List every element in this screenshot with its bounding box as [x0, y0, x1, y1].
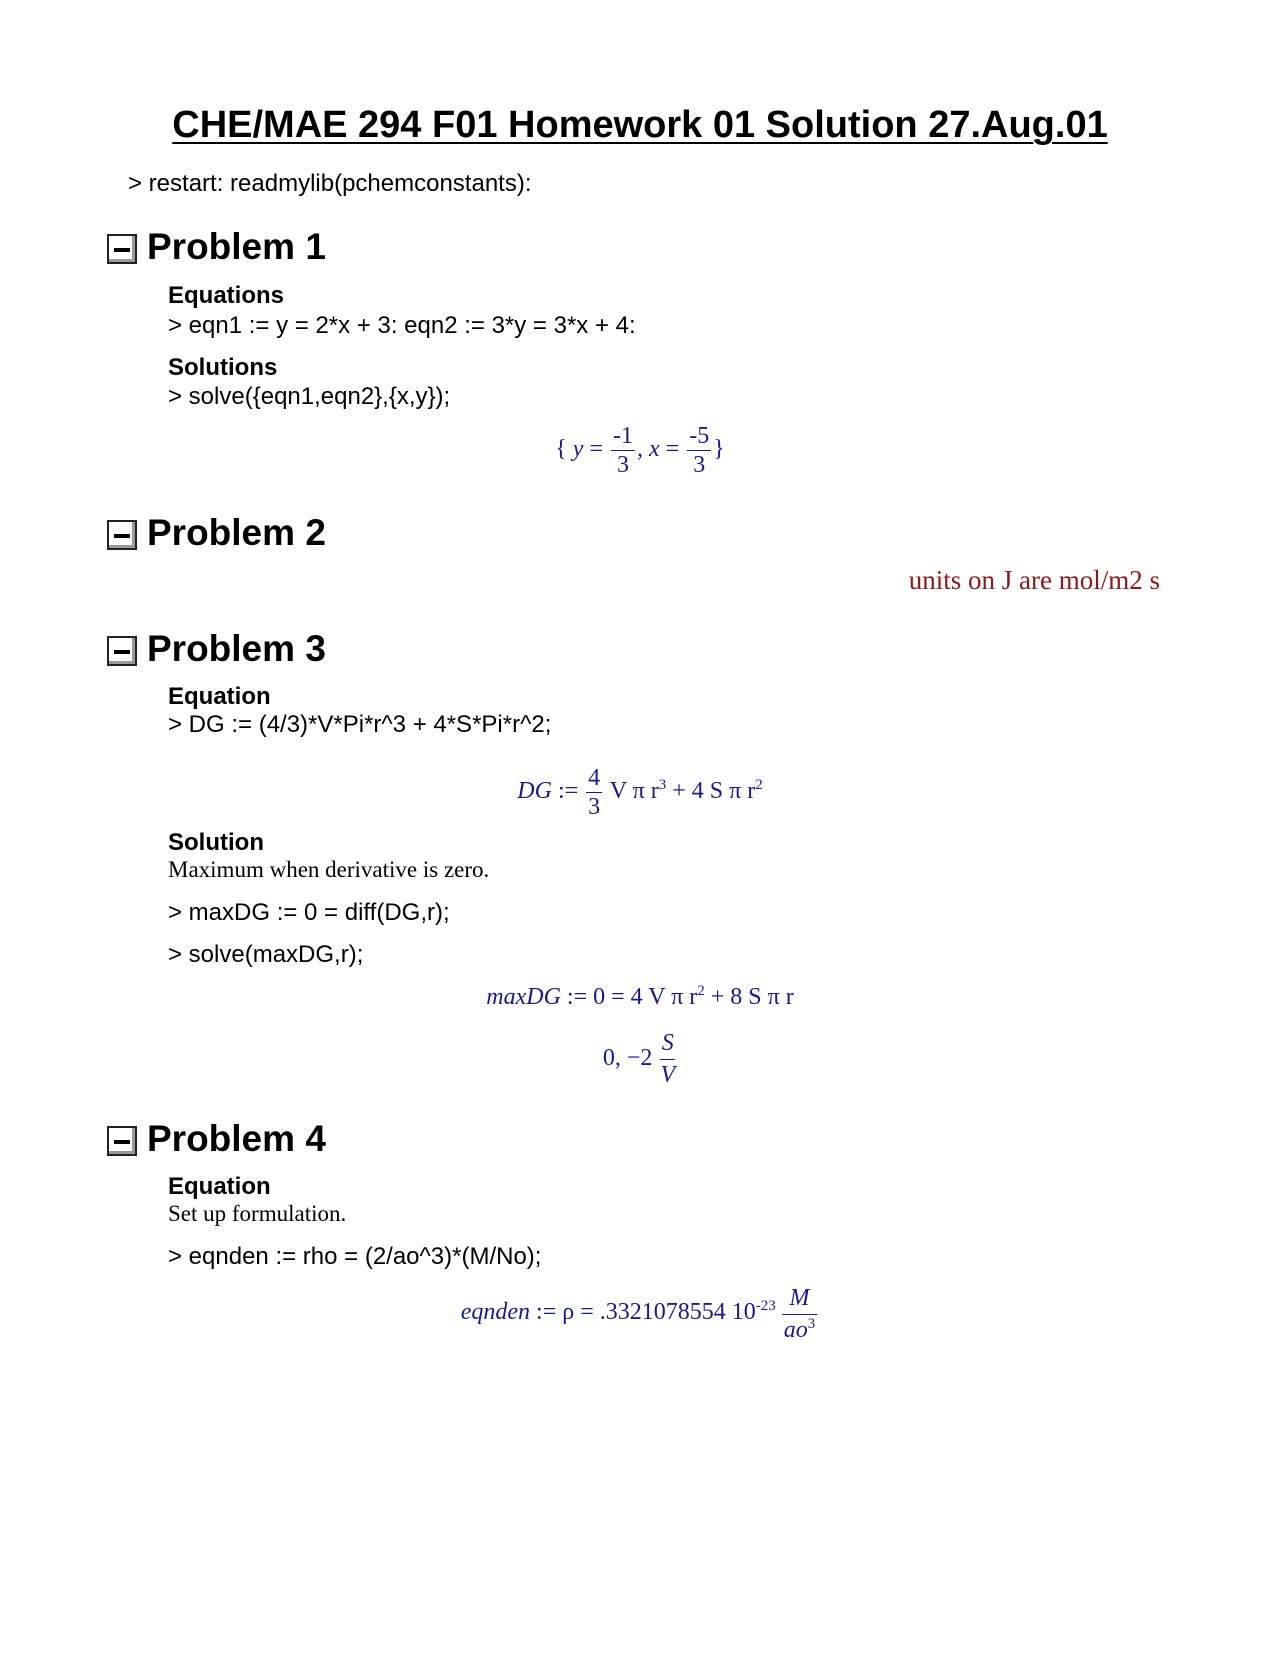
solution-output: { y = $\frac{-1}{3}$ , x = $\frac{-5}{3}$ }: [555, 423, 725, 478]
equations-command[interactable]: > eqn1 := y = 2*x + 3: eqn2 := 3*y = 3*x + 4:: [168, 312, 636, 339]
dg-output: DG := $\frac{4}{3}$ V π $r^3 + 4$ S π $r^2$: [517, 765, 763, 820]
setup-text: Set up formulation.: [168, 1201, 347, 1226]
collapse-toggle-icon[interactable]: [107, 234, 137, 264]
equations-subheading: Equations: [168, 282, 285, 309]
page-title: CHE/MAE 294 F01 Homework 01 Solution 27.Aug.01: [172, 104, 1108, 146]
dg-command[interactable]: > DG := (4/3)*V*Pi*r^3 + 4*S*Pi*r^2;: [168, 711, 552, 738]
maxdg-output: maxDG := 0 = 4 V π $r^2 + 8$ S π r: [486, 983, 794, 1010]
collapse-toggle-icon[interactable]: [107, 520, 137, 550]
problem-4-heading: Problem 4: [147, 1118, 326, 1159]
problem-2-heading: Problem 2: [147, 512, 326, 553]
roots-output: 0, −2 $\frac{S}{V}$: [602, 1030, 676, 1088]
eqnden-output: eqnden := ρ = .3321078554 $10^{-23}$ $\frac{M}{ao^3}$: [460, 1285, 816, 1343]
equation-subheading: Equation: [168, 683, 271, 710]
problem-3-heading: Problem 3: [147, 628, 326, 669]
solutions-subheading: Solutions: [168, 354, 278, 381]
units-note: units on J are mol/m2 s: [908, 565, 1160, 595]
solve-command[interactable]: > solve({eqn1,eqn2},{x,y});: [168, 383, 451, 410]
maxdg-command[interactable]: > maxDG := 0 = diff(DG,r);: [168, 899, 450, 926]
restart-command[interactable]: > restart: readmylib(pchemconstants):: [128, 170, 532, 197]
collapse-toggle-icon[interactable]: [107, 636, 137, 666]
collapse-toggle-icon[interactable]: [107, 1126, 137, 1156]
equation-subheading: Equation: [168, 1173, 271, 1200]
solution-text: Maximum when derivative is zero.: [168, 857, 490, 882]
problem-1-heading: Problem 1: [147, 226, 326, 267]
solution-subheading: Solution: [168, 829, 264, 856]
eqnden-command[interactable]: > eqnden := rho = (2/ao^3)*(M/No);: [168, 1243, 542, 1270]
solve-command[interactable]: > solve(maxDG,r);: [168, 941, 364, 968]
